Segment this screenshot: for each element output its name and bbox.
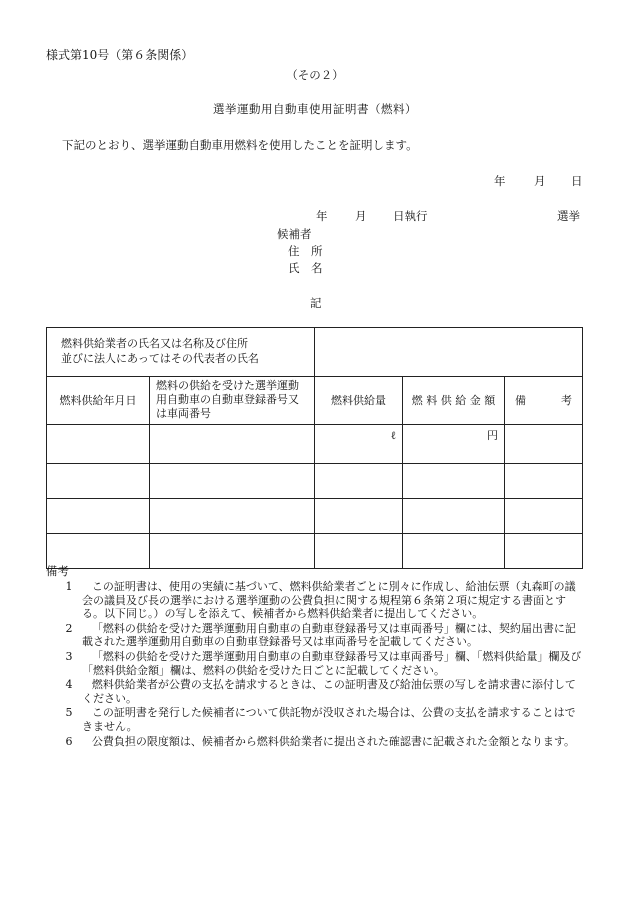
table-row	[47, 464, 583, 499]
election-year-label: 年	[316, 209, 328, 223]
cell-vehicle-number[interactable]	[150, 499, 315, 534]
election-label: 選挙	[557, 209, 580, 223]
note-text: この証明書を発行した候補者について供託物が没収された場合は、公費の支払を請求することはできません。	[82, 706, 576, 733]
cell-vehicle-number[interactable]	[150, 534, 315, 569]
header-fuel-amount: 燃 料 供 給 金 額	[403, 377, 505, 425]
header-remarks-char2: 考	[561, 393, 573, 407]
cell-remarks[interactable]	[505, 499, 583, 534]
cell-remarks[interactable]	[505, 464, 583, 499]
election-executed-label: 日執行	[393, 209, 428, 223]
note-number: 5	[65, 706, 73, 720]
note-number: 2	[65, 621, 73, 635]
election-month-label: 月	[355, 209, 367, 223]
name-label: 氏 名	[288, 261, 323, 275]
cell-supply-date[interactable]	[47, 464, 150, 499]
supplier-value-cell[interactable]	[315, 328, 583, 377]
note-item	[56, 678, 584, 705]
fuel-usage-table	[46, 327, 583, 569]
note-item	[56, 735, 584, 749]
issue-day-label: 日	[571, 174, 583, 188]
intro-statement: 下記のとおり、選挙運動自動車用燃料を使用したことを証明します。	[62, 138, 418, 152]
note-text: 公費負担の限度額は、候補者から燃料供給業者に提出された確認書に記載された金額となります。	[91, 734, 576, 748]
table-header-row	[47, 377, 583, 425]
note-item	[56, 580, 584, 621]
unit-liter: ℓ	[390, 429, 397, 442]
unit-yen: 円	[487, 429, 499, 442]
table-row	[47, 425, 583, 464]
cell-fuel-amount[interactable]	[403, 425, 505, 464]
cell-fuel-quantity[interactable]	[315, 499, 403, 534]
supplier-label-cell	[47, 328, 315, 377]
candidate-label: 候補者	[277, 227, 312, 241]
cell-vehicle-number[interactable]	[150, 425, 315, 464]
supplier-label-line2: 並びに法人にあってはその代表者の氏名	[61, 352, 259, 365]
note-item	[56, 622, 584, 649]
cell-vehicle-number[interactable]	[150, 464, 315, 499]
issue-year-label: 年	[494, 174, 506, 188]
form-number: 様式第10号（第６条関係）	[46, 48, 194, 62]
table-row	[47, 499, 583, 534]
cell-fuel-quantity[interactable]	[315, 464, 403, 499]
note-item	[56, 650, 584, 677]
notes-heading: 備考	[46, 564, 69, 578]
note-text: 燃料供給業者が公費の支払を請求するときは、この証明書及び給油伝票の写しを請求書に添付してください。	[82, 678, 576, 705]
note-item	[56, 706, 584, 733]
header-remarks-char1: 備	[515, 393, 527, 407]
header-supply-date: 燃料供給年月日	[47, 377, 150, 425]
cell-fuel-amount[interactable]	[403, 534, 505, 569]
cell-fuel-amount[interactable]	[403, 499, 505, 534]
note-text: 「燃料の供給を受けた選挙運動用自動車の自動車登録番号又は車両番号」欄、「燃料供給量」欄及び「燃料供給金額」欄は、燃料の供給を受けた日ごとに記載してください。	[82, 649, 582, 677]
notes-list	[56, 580, 584, 749]
cell-fuel-quantity[interactable]	[315, 425, 403, 464]
form-subtitle: （その２）	[286, 68, 344, 82]
supplier-row	[47, 328, 583, 377]
supplier-label-line1: 燃料供給業者の氏名又は名称及び住所	[61, 337, 248, 351]
cell-fuel-quantity[interactable]	[315, 534, 403, 569]
cell-remarks[interactable]	[505, 425, 583, 464]
header-fuel-quantity: 燃料供給量	[315, 377, 403, 425]
cell-remarks[interactable]	[505, 534, 583, 569]
issue-month-label: 月	[534, 174, 546, 188]
note-number: 1	[65, 580, 73, 593]
document-title: 選挙運動用自動車使用証明書（燃料）	[213, 102, 417, 116]
cell-fuel-amount[interactable]	[403, 464, 505, 499]
note-number: 3	[65, 649, 73, 663]
header-vehicle-number: 燃料の供給を受けた選挙運動用自動車の自動車登録番号又は車両番号	[150, 377, 315, 425]
note-number: 6	[65, 734, 73, 748]
cell-supply-date[interactable]	[47, 425, 150, 464]
address-label: 住 所	[288, 244, 323, 258]
note-text: 「燃料の供給を受けた選挙運動用自動車の自動車登録番号又は車両番号」欄には、契約届出書に記載された選挙運動用自動車の自動車登録番号又は車両番号を記載してください。	[82, 621, 576, 649]
header-remarks	[505, 377, 583, 425]
table-row	[47, 534, 583, 569]
note-text: この証明書は、使用の実績に基づいて、燃料供給業者ごとに別々に作成し、給油伝票（丸森町の議会の議員及び長の選挙における選挙運動の公費負担に関する規程第６条第２項に規定する書面とする。以下同じ。）の写しを添えて、候補者から燃料供給業者に提出してください。	[82, 580, 576, 621]
cell-supply-date[interactable]	[47, 499, 150, 534]
note-number: 4	[65, 678, 73, 692]
ki-marker: 記	[310, 296, 322, 310]
